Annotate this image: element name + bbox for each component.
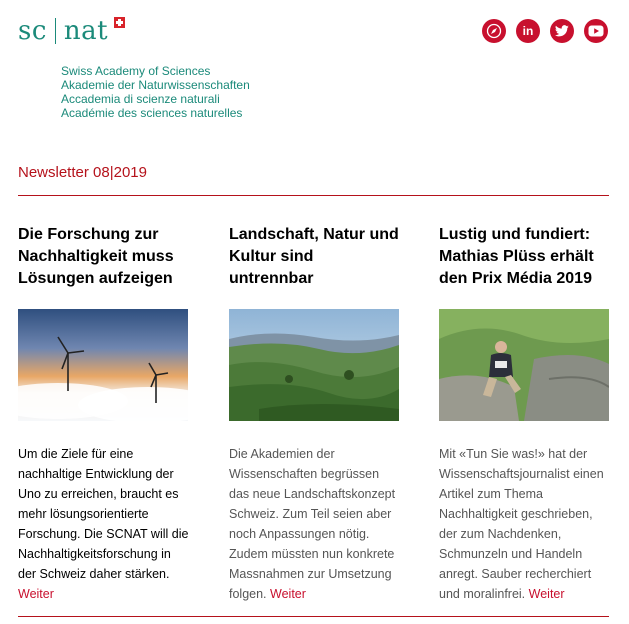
- academy-name-en: Swiss Academy of Sciences: [61, 64, 211, 78]
- article-2-text: [229, 444, 401, 604]
- article-2-more-link[interactable]: Weiter: [270, 587, 306, 601]
- newsletter-title: Newsletter 08|2019: [18, 164, 147, 181]
- youtube-icon[interactable]: [584, 19, 608, 43]
- article-2: [229, 224, 401, 601]
- article-3-text: [439, 444, 611, 604]
- wind-turbines-image[interactable]: [18, 309, 188, 421]
- article-3: [439, 224, 611, 601]
- article-1-summary: Um die Ziele für eine nachhaltige Entwicklung der Uno zu erreichen, braucht es mehr lösungsorientierte Forschung. Die SCNAT will die Nachhaltigkeitsforschung in der Schweiz daher stärken.: [18, 447, 189, 581]
- academy-name-it: Accademia di scienze naturali: [61, 92, 220, 106]
- logo-divider: [55, 18, 56, 44]
- article-1: [18, 224, 190, 601]
- linkedin-label: in: [522, 24, 534, 38]
- article-3-more-link[interactable]: Weiter: [528, 587, 565, 601]
- logo-nat: nat: [63, 16, 109, 46]
- journalist-reading-image[interactable]: [439, 309, 609, 421]
- article-3-summary: Mit «Tun Sie was!» hat der Wissenschaftsjournalist einen Artikel zum Thema Nachhaltigkeit geschrieben, der zum Nachdenken, Schmunzeln und Handeln anregt. Sauber recherchiert und moralinfrei.: [439, 447, 604, 601]
- logo-sc: sc: [18, 16, 47, 46]
- article-1-text: [18, 444, 190, 604]
- bottom-divider: [18, 616, 609, 617]
- academy-name-de: Akademie der Naturwissenschaften: [61, 78, 250, 92]
- article-1-title[interactable]: Die Forschung zur Nachhaltigkeit muss Lösungen aufzeigen: [18, 226, 174, 287]
- compass-icon[interactable]: [482, 19, 506, 43]
- social-links: [482, 19, 608, 43]
- article-2-summary: Die Akademien der Wissenschaften begrüssen das neue Landschaftskonzept Schweiz. Zum Teil seien aber noch Anpassungen nötig. Zudem müssten nun konkrete Massnahmen zur Umsetzung folgen.: [229, 447, 396, 601]
- linkedin-icon[interactable]: [516, 19, 540, 43]
- article-2-title[interactable]: Landschaft, Natur und Kultur sind untrennbar: [229, 226, 399, 287]
- swiss-flag-icon: [114, 17, 125, 28]
- top-divider: [18, 195, 609, 196]
- academy-names: [61, 64, 250, 120]
- twitter-icon[interactable]: [550, 19, 574, 43]
- academy-name-fr: Académie des sciences naturelles: [61, 106, 243, 120]
- article-1-more-link[interactable]: Weiter: [18, 587, 54, 601]
- landscape-image[interactable]: [229, 309, 399, 421]
- article-3-title[interactable]: Lustig und fundiert: Mathias Plüss erhält den Prix Média 2019: [439, 226, 594, 287]
- scnat-logo[interactable]: [18, 14, 125, 48]
